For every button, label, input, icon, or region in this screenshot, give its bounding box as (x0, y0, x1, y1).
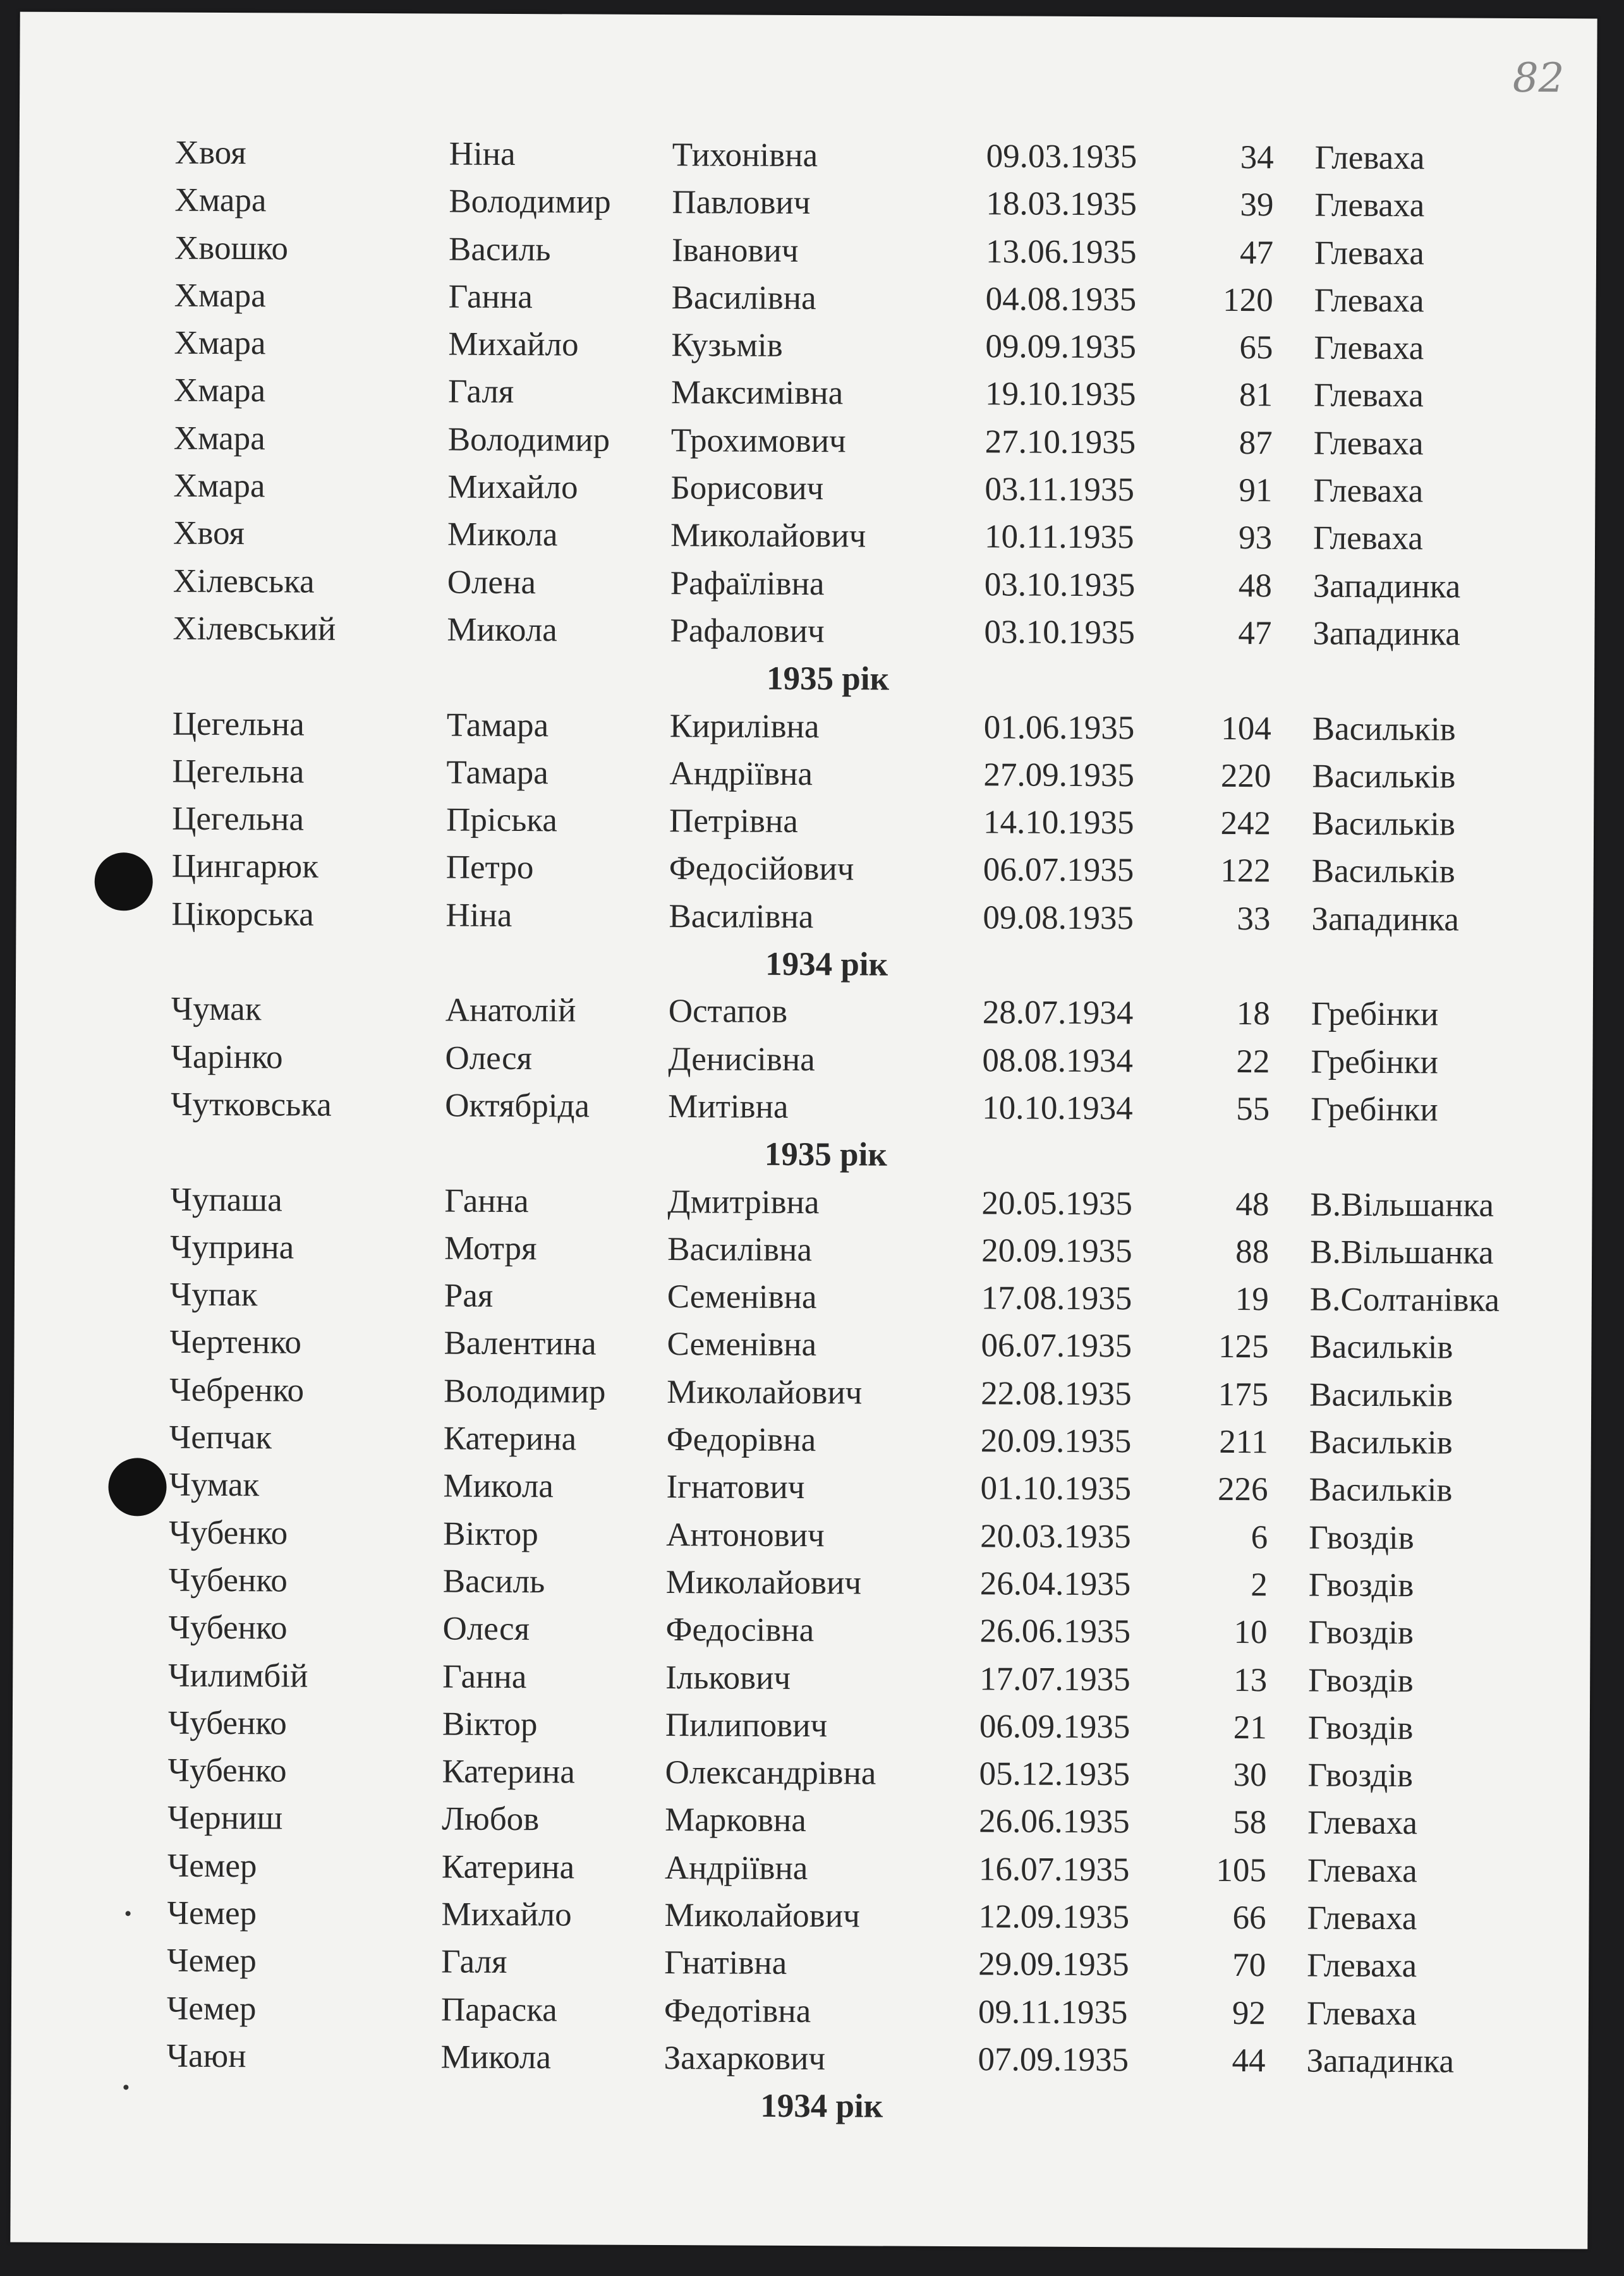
village-cell: Западинка (1306, 2042, 1455, 2080)
given-name-cell: Рая (444, 1277, 494, 1314)
given-name-cell: Анатолій (445, 991, 576, 1029)
given-name-cell: Микола (447, 611, 557, 649)
surname-cell: Цегельна (172, 800, 305, 838)
surname-cell: Чуприна (170, 1228, 294, 1266)
surname-cell: Чепчак (169, 1419, 272, 1456)
surname-cell: Чумак (169, 1466, 260, 1504)
given-name-cell: Віктор (443, 1515, 538, 1553)
register-row (16, 842, 1594, 897)
register-row (11, 1937, 1589, 1991)
patronymic-cell: Федотівна (664, 1992, 811, 2030)
register-row (19, 271, 1596, 325)
village-cell: Глеваха (1313, 425, 1424, 463)
surname-cell: Хвошко (174, 229, 289, 267)
register-row (18, 414, 1596, 468)
register-row (18, 462, 1595, 516)
date-cell: 17.08.1935 (981, 1280, 1132, 1317)
record-number-cell: 10 (1233, 1614, 1268, 1651)
record-number-cell: 39 (1240, 186, 1274, 224)
register-row (17, 605, 1594, 659)
patronymic-cell: Рафалович (670, 612, 825, 650)
date-cell: 03.11.1935 (985, 471, 1135, 509)
record-number-cell: 30 (1233, 1757, 1267, 1794)
patronymic-cell: Захаркович (664, 2039, 826, 2078)
patronymic-cell: Кузьмів (671, 327, 783, 365)
record-number-cell: 125 (1218, 1328, 1269, 1365)
given-name-cell: Катерина (441, 1848, 575, 1886)
record-number-cell: 226 (1217, 1471, 1268, 1508)
surname-cell: Чумак (171, 990, 262, 1028)
date-cell: 22.08.1935 (981, 1374, 1132, 1412)
date-cell: 06.07.1935 (983, 851, 1134, 889)
date-cell: 26.06.1935 (979, 1613, 1131, 1650)
surname-cell: Цегельна (172, 705, 305, 743)
given-name-cell: Тамара (446, 706, 549, 744)
given-name-cell: Олена (447, 564, 536, 601)
date-cell: 27.10.1935 (985, 423, 1136, 461)
date-cell: 10.10.1934 (982, 1089, 1133, 1127)
given-name-cell: Олеся (442, 1610, 530, 1648)
register-row (13, 1461, 1591, 1515)
surname-cell: Чубенко (167, 1752, 287, 1789)
village-cell: Глеваха (1314, 139, 1425, 177)
record-number-cell: 47 (1238, 614, 1272, 652)
date-cell: 14.10.1935 (983, 804, 1134, 842)
patronymic-cell: Рафаїлівна (670, 564, 825, 602)
record-number-cell: 92 (1232, 1994, 1266, 2031)
village-cell: Васильків (1309, 1471, 1453, 1509)
register-row (14, 1318, 1591, 1372)
surname-cell: Чемер (166, 1990, 257, 2027)
surname-cell: Хмара (173, 420, 265, 457)
village-cell: Гребінки (1311, 1043, 1439, 1081)
register-row (16, 985, 1593, 1039)
patronymic-cell: Митівна (668, 1088, 789, 1125)
record-number-cell: 58 (1233, 1804, 1267, 1841)
given-name-cell: Пріська (446, 801, 557, 839)
given-name-cell: Віктор (442, 1705, 538, 1743)
given-name-cell: Василь (448, 231, 551, 268)
register-row (15, 1223, 1592, 1277)
date-cell: 12.09.1935 (978, 1898, 1130, 1936)
register-row (16, 795, 1594, 849)
register-row (11, 2031, 1588, 2086)
date-cell: 09.03.1935 (986, 138, 1137, 176)
village-cell: Западинка (1312, 615, 1461, 653)
given-name-cell: Параска (440, 1991, 557, 2028)
village-cell: Глеваха (1307, 1852, 1417, 1889)
village-cell: Гвоздів (1307, 1757, 1414, 1795)
village-cell: Гвоздів (1309, 1519, 1414, 1556)
patronymic-cell: Миколайович (664, 1897, 860, 1935)
patronymic-cell: Павлович (672, 184, 811, 222)
given-name-cell: Михайло (447, 468, 578, 506)
surname-cell: Чупаша (170, 1181, 282, 1218)
date-cell: 03.10.1935 (984, 566, 1136, 603)
document-page (10, 12, 1597, 2249)
given-name-cell: Ніна (445, 897, 512, 934)
village-cell: Глеваха (1306, 1995, 1417, 2032)
date-cell: 09.09.1935 (985, 328, 1137, 366)
record-number-cell: 55 (1236, 1090, 1270, 1128)
register-row (12, 1746, 1589, 1801)
surname-cell: Чубенко (169, 1514, 288, 1552)
patronymic-cell: Петрівна (669, 802, 799, 840)
register-row (14, 1365, 1591, 1420)
village-cell: Васильків (1309, 1328, 1453, 1366)
given-name-cell: Михайло (441, 1896, 572, 1934)
record-number-cell: 175 (1218, 1376, 1269, 1413)
surname-cell: Хілевський (173, 610, 336, 648)
date-cell: 20.09.1935 (980, 1422, 1132, 1460)
date-cell: 18.03.1935 (986, 185, 1137, 223)
date-cell: 26.06.1935 (979, 1803, 1130, 1841)
date-cell: 03.10.1935 (984, 614, 1136, 651)
patronymic-cell: Тихонівна (672, 136, 818, 174)
surname-cell: Чубенко (167, 1704, 287, 1742)
patronymic-cell: Трохимович (670, 421, 846, 460)
record-number-cell: 211 (1219, 1423, 1268, 1461)
surname-cell: Чубенко (168, 1561, 288, 1599)
register-row (11, 1889, 1589, 1944)
register-row (13, 1508, 1591, 1563)
register-row (13, 1651, 1590, 1705)
surname-cell: Чемер (167, 1847, 257, 1884)
given-name-cell: Олеся (445, 1039, 533, 1077)
village-cell: Гвоздів (1308, 1661, 1414, 1699)
surname-cell: Цингарюк (171, 848, 319, 886)
given-name-cell: Тамара (446, 754, 548, 792)
patronymic-cell: Ількович (665, 1659, 791, 1697)
register-row (15, 1271, 1592, 1325)
patronymic-cell: Пилипович (665, 1706, 828, 1744)
patronymic-cell: Ігнатович (666, 1468, 805, 1506)
register-row (15, 1080, 1592, 1134)
village-cell: Глеваха (1307, 1947, 1417, 1985)
surname-cell: Хмара (174, 181, 267, 219)
record-number-cell: 93 (1238, 519, 1273, 557)
surname-cell: Хмара (174, 277, 266, 315)
village-cell: В.Вільшанка (1310, 1186, 1494, 1224)
record-number-cell: 242 (1220, 805, 1271, 842)
surname-cell: Чубенко (168, 1609, 288, 1647)
record-number-cell: 81 (1239, 377, 1273, 414)
date-cell: 04.08.1935 (985, 281, 1137, 318)
village-cell: Гвоздів (1308, 1566, 1414, 1604)
record-number-cell: 48 (1238, 567, 1272, 604)
record-number-cell: 87 (1239, 424, 1273, 462)
patronymic-cell: Іванович (671, 231, 799, 269)
date-cell: 13.06.1935 (985, 233, 1137, 270)
date-cell: 29.09.1935 (978, 1946, 1129, 1983)
date-cell: 10.11.1935 (984, 518, 1134, 556)
patronymic-cell: Антонович (666, 1516, 825, 1554)
register-row (14, 1413, 1591, 1468)
patronymic-cell: Андріївна (669, 754, 813, 792)
register-row (13, 1556, 1591, 1610)
record-number-cell: 19 (1235, 1281, 1269, 1318)
surname-cell: Цегельна (172, 753, 305, 790)
date-cell: 20.09.1935 (981, 1232, 1132, 1270)
register-row (19, 224, 1596, 278)
village-cell: Глеваха (1314, 329, 1424, 367)
village-cell: Глеваха (1313, 377, 1424, 415)
date-cell: 07.09.1935 (978, 2041, 1129, 2079)
given-name-cell: Микола (447, 516, 558, 554)
village-cell: Васильків (1311, 852, 1455, 890)
surname-cell: Хвоя (173, 515, 245, 552)
register-row (13, 1604, 1590, 1658)
village-cell: Васильків (1309, 1376, 1453, 1414)
record-number-cell: 21 (1233, 1709, 1268, 1746)
patronymic-cell: Максимівна (670, 374, 844, 412)
surname-cell: Черниш (167, 1800, 283, 1837)
register-row (13, 1698, 1590, 1753)
register-list (11, 129, 1597, 2134)
village-cell: Западинка (1311, 900, 1460, 938)
village-cell: Глеваха (1307, 1899, 1417, 1937)
patronymic-cell: Гнатівна (664, 1944, 787, 1982)
patronymic-cell: Андріївна (664, 1849, 808, 1887)
record-number-cell: 65 (1239, 329, 1273, 366)
surname-cell: Чарінко (171, 1038, 283, 1076)
date-cell: 17.07.1935 (979, 1660, 1130, 1698)
record-number-cell: 47 (1239, 234, 1274, 271)
patronymic-cell: Борисович (670, 469, 824, 507)
record-number-cell: 13 (1233, 1661, 1268, 1698)
village-cell: Васильків (1312, 710, 1456, 748)
register-row (16, 747, 1594, 801)
record-number-cell: 70 (1232, 1947, 1266, 1984)
village-cell: Васильків (1309, 1424, 1453, 1462)
handwritten-page-number: 82 (1512, 54, 1565, 102)
record-number-cell: 220 (1220, 757, 1271, 795)
surname-cell: Хвоя (174, 134, 246, 172)
date-cell: 20.05.1935 (981, 1184, 1133, 1222)
date-cell: 01.10.1935 (980, 1470, 1132, 1508)
village-cell: Васильків (1311, 805, 1456, 843)
register-row (15, 1032, 1592, 1087)
given-name-cell: Ганна (448, 278, 533, 316)
register-row (18, 557, 1595, 611)
date-cell: 16.07.1935 (978, 1850, 1130, 1888)
patronymic-cell: Денисівна (668, 1040, 815, 1078)
register-row (11, 1984, 1589, 2038)
patronymic-cell: Олександрівна (665, 1754, 876, 1792)
village-cell: В.Вільшанка (1310, 1233, 1494, 1271)
register-row (17, 699, 1594, 754)
surname-cell: Чутковська (171, 1086, 332, 1123)
date-cell: 09.08.1935 (983, 899, 1134, 937)
surname-cell: Чемер (167, 1942, 257, 1980)
record-number-cell: 48 (1235, 1185, 1270, 1223)
surname-cell: Чилимбій (168, 1657, 308, 1695)
given-name-cell: Галя (441, 1943, 507, 1981)
register-row (19, 176, 1596, 231)
date-cell: 28.07.1934 (982, 994, 1134, 1032)
village-cell: Западинка (1312, 567, 1461, 605)
record-number-cell: 18 (1236, 995, 1270, 1032)
patronymic-cell: Федорівна (666, 1421, 816, 1459)
register-row (12, 1794, 1589, 1848)
given-name-cell: Любов (442, 1800, 540, 1838)
record-number-cell: 105 (1216, 1851, 1267, 1889)
register-row (18, 509, 1595, 564)
date-cell: 09.11.1935 (978, 1993, 1128, 2031)
given-name-cell: Василь (442, 1563, 545, 1601)
given-name-cell: Микола (440, 2038, 552, 2076)
patronymic-cell: Миколайович (670, 517, 866, 555)
patronymic-cell: Федосівна (665, 1611, 815, 1649)
given-name-cell: Катерина (443, 1420, 577, 1458)
record-number-cell: 22 (1236, 1043, 1270, 1080)
given-name-cell: Микола (443, 1467, 554, 1505)
register-row (16, 890, 1593, 944)
record-number-cell: 104 (1221, 710, 1271, 747)
surname-cell: Чебренко (169, 1371, 305, 1409)
record-number-cell: 66 (1232, 1899, 1266, 1937)
village-cell: Глеваха (1314, 282, 1424, 320)
patronymic-cell: Остапов (668, 993, 788, 1031)
given-name-cell: Ганна (444, 1182, 529, 1220)
given-name-cell: Галя (447, 373, 514, 411)
village-cell: Гребінки (1311, 995, 1439, 1033)
village-cell: В.Солтанівка (1309, 1281, 1500, 1319)
register-row (12, 1841, 1589, 1896)
date-cell: 27.09.1935 (983, 756, 1135, 794)
date-cell: 06.09.1935 (979, 1708, 1130, 1746)
record-number-cell: 33 (1237, 900, 1271, 937)
year-heading: 1935 рік (764, 1135, 887, 1173)
date-cell: 26.04.1935 (979, 1565, 1131, 1603)
given-name-cell: Катерина (442, 1753, 575, 1791)
patronymic-cell: Василівна (671, 279, 816, 317)
patronymic-cell: Миколайович (665, 1563, 862, 1602)
year-heading: 1935 рік (766, 660, 890, 698)
given-name-cell: Ніна (449, 135, 516, 173)
register-row (15, 1175, 1592, 1230)
date-cell: 20.03.1935 (980, 1517, 1131, 1555)
village-cell: Глеваха (1314, 234, 1425, 272)
village-cell: Гвоздів (1308, 1614, 1414, 1652)
patronymic-cell: Василівна (667, 1230, 813, 1268)
record-number-cell: 122 (1220, 852, 1271, 890)
given-name-cell: Володимир (444, 1372, 606, 1410)
village-cell: Гвоздів (1307, 1709, 1414, 1747)
given-name-cell: Володимир (447, 421, 610, 459)
given-name-cell: Мотря (444, 1230, 537, 1267)
date-cell: 19.10.1935 (985, 375, 1136, 413)
patronymic-cell: Семенівна (667, 1326, 817, 1364)
surname-cell: Чупак (169, 1276, 258, 1314)
patronymic-cell: Кирилівна (669, 707, 820, 745)
surname-cell: Цікорська (171, 895, 314, 933)
given-name-cell: Ганна (442, 1658, 527, 1695)
surname-cell: Хмара (173, 372, 266, 409)
date-cell: 05.12.1935 (979, 1755, 1130, 1793)
record-number-cell: 34 (1240, 138, 1274, 176)
surname-cell: Хмара (174, 324, 266, 362)
surname-cell: Чертенко (169, 1324, 302, 1361)
given-name-cell: Валентина (444, 1324, 597, 1362)
given-name-cell: Володимир (449, 183, 611, 221)
register-row (18, 366, 1596, 421)
patronymic-cell: Федосійович (669, 850, 854, 888)
record-number-cell: 44 (1232, 2042, 1266, 2079)
record-number-cell: 120 (1223, 281, 1273, 319)
date-cell: 01.06.1935 (983, 708, 1135, 746)
given-name-cell: Петро (445, 849, 534, 887)
year-heading: 1934 рік (760, 2087, 883, 2125)
year-heading: 1934 рік (765, 945, 888, 983)
patronymic-cell: Семенівна (667, 1278, 817, 1316)
village-cell: Глеваха (1307, 1804, 1418, 1842)
village-cell: Гребінки (1311, 1091, 1438, 1129)
record-number-cell: 2 (1251, 1566, 1268, 1604)
register-row (18, 319, 1596, 373)
surname-cell: Чаюн (166, 2037, 246, 2075)
patronymic-cell: Дмитрівна (667, 1183, 820, 1221)
village-cell: Васильків (1312, 758, 1456, 796)
patronymic-cell: Марковна (665, 1801, 806, 1839)
village-cell: Глеваха (1313, 472, 1424, 510)
patronymic-cell: Василівна (669, 897, 814, 935)
village-cell: Глеваха (1314, 186, 1425, 224)
register-row (20, 129, 1597, 183)
given-name-cell: Октябріда (445, 1087, 590, 1125)
village-cell: Глеваха (1312, 519, 1424, 557)
surname-cell: Хмара (173, 467, 265, 505)
record-number-cell: 91 (1239, 472, 1273, 509)
surname-cell: Хілевська (173, 562, 315, 600)
record-number-cell: 88 (1235, 1233, 1270, 1271)
date-cell: 06.07.1935 (981, 1327, 1132, 1365)
surname-cell: Чемер (167, 1894, 257, 1932)
given-name-cell: Михайло (448, 325, 579, 363)
record-number-cell: 6 (1251, 1518, 1268, 1556)
date-cell: 08.08.1934 (982, 1041, 1134, 1079)
patronymic-cell: Миколайович (667, 1373, 863, 1412)
